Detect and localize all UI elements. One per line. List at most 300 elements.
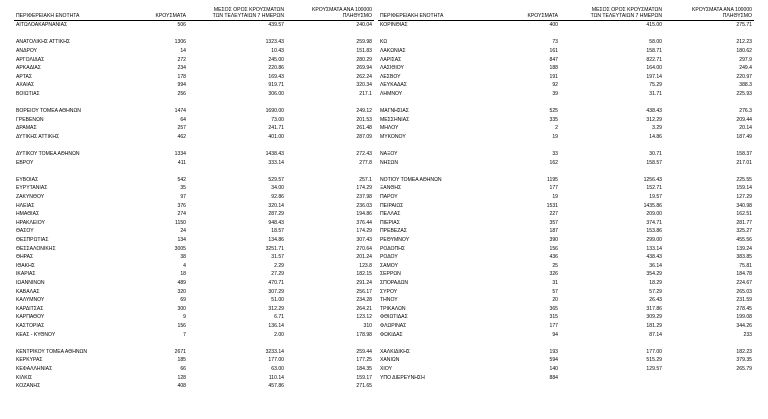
- cell-per-100000: [286, 168, 374, 177]
- cell-region: ΑΡΓΟΛΙΔΑΣ: [16, 56, 45, 63]
- cell-weekly-average: 18.57: [271, 228, 284, 235]
- cell-per-100000: 291.24: [356, 279, 372, 286]
- table-row: [14, 322, 374, 331]
- table-row: [378, 39, 754, 48]
- table-row: [378, 56, 754, 65]
- cell-region: ΑΝΑΤΟΛΙΚΗΣ ΑΤΤΙΚΗΣ: [16, 39, 71, 46]
- cell-per-100000: 262.24: [356, 73, 372, 80]
- cell-per-100000: 159.17: [356, 374, 372, 381]
- cell-region: ΒΟΙΩΤΙΑΣ: [16, 90, 40, 97]
- cell-region: [14, 168, 126, 177]
- table-row: [14, 116, 374, 125]
- table-row: [378, 176, 754, 185]
- cell-weekly-average: 209.00: [646, 211, 662, 218]
- cell-weekly-average: 18.29: [649, 279, 662, 286]
- cell-per-100000: 237.98: [356, 194, 372, 201]
- cell-per-100000: 325.27: [736, 228, 752, 235]
- cell-cases: 1195: [547, 176, 558, 183]
- table-row: [378, 82, 754, 91]
- cell-cases: 14: [180, 47, 186, 54]
- cell-per-100000: [286, 142, 374, 151]
- cell-weekly-average: 177.00: [268, 357, 284, 364]
- cell-cases: 7: [183, 331, 186, 338]
- cell-per-100000: 174.29: [356, 228, 372, 235]
- cell-per-100000: 320.34: [356, 82, 372, 89]
- cell-per-100000: 272.43: [356, 151, 372, 158]
- cell-cases: 400: [549, 22, 558, 29]
- table-row: [14, 382, 374, 391]
- cell-cases: 1474: [174, 108, 186, 115]
- cell-cases: 1531: [546, 202, 558, 209]
- table-row: [378, 133, 754, 142]
- cell-weekly-average: 438.43: [646, 254, 662, 261]
- cell-per-100000: 123.8: [359, 262, 372, 269]
- table-row: [378, 305, 754, 314]
- header-avg-line2-right: ΤΩΝ ΤΕΛΕΥΤΑΙΩΝ 7 ΗΜΕΡΩΝ: [560, 14, 664, 21]
- cell-cases: [126, 339, 188, 348]
- cell-per-100000: 233: [743, 331, 752, 338]
- cell-weekly-average: 822.71: [646, 56, 662, 63]
- cell-region: ΛΑΣΙΘΙΟΥ: [380, 65, 404, 72]
- cell-region: ΣΠΟΡΑΔΩΝ: [380, 279, 409, 286]
- cell-weekly-average: [560, 99, 664, 108]
- cell-cases: 390: [549, 237, 558, 243]
- cell-weekly-average: 529.57: [268, 176, 284, 183]
- cell-weekly-average: 287.29: [268, 211, 284, 218]
- cell-weekly-average: [560, 168, 664, 177]
- cell-weekly-average: 30.71: [649, 151, 662, 158]
- cell-weekly-average: 58.00: [649, 39, 662, 46]
- table-row: [14, 64, 374, 73]
- cell-region: ΚΟΡΙΝΘΙΑΣ: [380, 22, 408, 29]
- table-row: [378, 193, 754, 202]
- cell-per-100000: 344.26: [736, 322, 752, 329]
- table-row: [14, 159, 374, 168]
- cell-region: ΣΑΜΟΥ: [380, 262, 398, 269]
- cell-per-100000: 261.48: [356, 125, 372, 132]
- cell-region: ΛΕΥΚΑΔΑΣ: [380, 82, 407, 89]
- cell-cases: 300: [177, 305, 186, 312]
- cell-cases: 411: [177, 159, 186, 166]
- cell-cases: 19: [552, 194, 558, 201]
- header-avg-line2-left: ΤΩΝ ΤΕΛΕΥΤΑΙΩΝ 7 ΗΜΕΡΩΝ: [188, 14, 286, 21]
- cell-region: ΘΑΣΟΥ: [16, 228, 34, 235]
- cell-region: ΚΑΛΥΜΝΟΥ: [16, 297, 45, 304]
- table-row: [14, 228, 374, 237]
- cell-per-100000: [286, 99, 374, 108]
- cell-cases: 884: [549, 374, 558, 381]
- cell-per-100000: 224.67: [736, 279, 752, 286]
- cell-region: ΠΕΛΛΑΣ: [380, 211, 401, 218]
- cell-weekly-average: 36.14: [649, 262, 662, 269]
- cell-region: ΚΑΡΠΑΘΟΥ: [16, 314, 45, 321]
- cell-weekly-average: 158.71: [646, 47, 662, 54]
- cell-region: ΓΡΕΒΕΝΩΝ: [16, 116, 44, 123]
- cell-per-100000: 287.09: [356, 133, 372, 140]
- cell-per-100000: 297.9: [739, 56, 752, 63]
- cell-region: [378, 142, 498, 151]
- table-row: [14, 253, 374, 262]
- cell-cases: [498, 339, 560, 348]
- cell-weekly-average: 129.57: [646, 365, 662, 372]
- cell-cases: [498, 30, 560, 39]
- cell-region: ΒΟΡΕΙΟΥ ΤΟΜΕΑ ΑΘΗΝΩΝ: [16, 108, 81, 115]
- cell-cases: 257: [177, 125, 186, 132]
- cell-weekly-average: [188, 339, 286, 348]
- cell-cases: 542: [177, 176, 186, 183]
- cell-per-100000: 182.23: [736, 348, 752, 355]
- table-body-right: [378, 21, 754, 391]
- cell-weekly-average: 3.29: [652, 125, 662, 132]
- cell-per-100000: 257.1: [359, 176, 372, 183]
- cell-cases: 177: [549, 185, 558, 192]
- cell-cases: [126, 142, 188, 151]
- cell-cases: 256: [177, 90, 186, 97]
- cell-per-100000: 271.65: [356, 383, 372, 390]
- table-row: [14, 82, 374, 91]
- cell-region: ΙΩΑΝΝΙΝΩΝ: [16, 279, 45, 286]
- cell-weekly-average: [188, 30, 286, 39]
- cell-per-100000: 280.29: [356, 56, 372, 63]
- cell-cases: 1150: [175, 219, 186, 226]
- table-row: [14, 185, 374, 194]
- cell-cases: 326: [549, 271, 558, 278]
- cell-region: ΚΕΦΑΛΛΗΝΙΑΣ: [16, 365, 53, 372]
- table-row: [378, 125, 754, 134]
- cell-weekly-average: 241.71: [268, 125, 284, 132]
- cell-per-100000: 249.12: [356, 108, 372, 115]
- cell-weekly-average: 19.57: [649, 194, 662, 201]
- cell-region: ΡΕΘΥΜΝΟΥ: [380, 237, 410, 243]
- table-row: [378, 245, 754, 254]
- cell-cases: 97: [180, 194, 186, 201]
- table-row: [378, 357, 754, 366]
- table-row: [14, 202, 374, 211]
- header-per-line2-right: ΠΛΗΘΥΣΜΟ: [664, 14, 754, 21]
- cell-region: ΠΑΡΟΥ: [380, 194, 398, 201]
- table-row: [378, 228, 754, 237]
- cell-cases: 156: [177, 322, 186, 329]
- cell-per-100000: [664, 99, 754, 108]
- cell-weekly-average: 31.57: [271, 254, 284, 261]
- cell-cases: 178: [177, 73, 186, 80]
- header-region-right: ΠΕΡΙΦΕΡΕΙΑΚΗ ΕΝΟΤΗΤΑ: [378, 14, 498, 21]
- table-row: [378, 219, 754, 228]
- table-row: [14, 331, 374, 340]
- cell-weekly-average: 317.86: [646, 305, 662, 312]
- cell-cases: 847: [549, 56, 558, 63]
- cell-cases: 272: [177, 56, 186, 63]
- cell-weekly-average: [560, 30, 664, 39]
- cell-region: [14, 99, 126, 108]
- header-avg-line1-left: ΜΕΣΟΣ ΟΡΟΣ ΚΡΟΥΣΜΑΤΩΝ: [213, 7, 284, 13]
- cell-cases: 24: [180, 228, 186, 235]
- cell-cases: 33: [552, 151, 558, 158]
- table-row: [378, 322, 754, 331]
- table-row: [14, 56, 374, 65]
- cell-cases: 357: [549, 219, 558, 226]
- table-row: [14, 90, 374, 99]
- cell-region: ΕΒΡΟΥ: [16, 159, 34, 166]
- cell-region: ΠΙΕΡΙΑΣ: [380, 219, 400, 226]
- cell-per-100000: 212.23: [736, 39, 752, 46]
- cell-region: ΛΗΜΝΟΥ: [380, 90, 403, 97]
- cell-weekly-average: 515.29: [646, 357, 662, 364]
- cell-region: ΣΕΡΡΩΝ: [380, 271, 401, 278]
- cell-region: ΚΑΣΤΟΡΙΑΣ: [16, 322, 45, 329]
- cell-per-100000: 225.93: [736, 90, 752, 97]
- cell-region: ΝΑΞΟΥ: [380, 151, 398, 158]
- cell-weekly-average: 164.00: [646, 65, 662, 72]
- cell-cases: 376: [177, 202, 186, 209]
- table-row: [14, 150, 374, 159]
- cell-per-100000: 184.78: [736, 271, 752, 278]
- cell-cases: 39: [552, 90, 558, 97]
- table-row: [14, 125, 374, 134]
- cell-per-100000: 236.03: [356, 202, 372, 209]
- cell-region: ΚΩ: [380, 39, 388, 46]
- cell-region: ΚΙΛΚΙΣ: [16, 374, 33, 381]
- table-row: [14, 262, 374, 271]
- table-row: [378, 279, 754, 288]
- table-row: [14, 176, 374, 185]
- cell-cases: 315: [549, 314, 558, 321]
- cell-weekly-average: 470.71: [268, 279, 284, 286]
- cell-weekly-average: 73.00: [271, 116, 284, 123]
- table-body-left: [14, 21, 374, 391]
- cell-weekly-average: [560, 374, 664, 383]
- cell-weekly-average: 158.57: [646, 159, 662, 166]
- cell-weekly-average: 245.00: [268, 56, 284, 63]
- table-row-spacer: [14, 142, 374, 151]
- cell-per-100000: 234.28: [356, 297, 372, 304]
- cell-per-100000: 217.1: [359, 90, 372, 97]
- table-row: [378, 73, 754, 82]
- table-row: [14, 348, 374, 357]
- cell-cases: 489: [177, 279, 186, 286]
- cell-cases: [498, 168, 560, 177]
- header-per-line1-right: ΚΡΟΥΣΜΑΤΑ ΑΝΑ 100000: [692, 7, 752, 13]
- cell-cases: 188: [549, 65, 558, 72]
- cell-per-100000: 256.17: [356, 288, 372, 295]
- cell-per-100000: 209.44: [736, 116, 752, 123]
- cell-region: ΚΕΡΚΥΡΑΣ: [16, 357, 43, 364]
- cell-weekly-average: 14.86: [649, 133, 662, 140]
- header-region-left: ΠΕΡΙΦΕΡΕΙΑΚΗ ΕΝΟΤΗΤΑ: [14, 14, 126, 21]
- cell-region: ΜΕΣΣΗΝΙΑΣ: [380, 116, 410, 123]
- cell-per-100000: 159.14: [736, 185, 752, 192]
- cell-cases: 1306: [174, 39, 186, 46]
- cell-weekly-average: 307.29: [268, 288, 284, 295]
- cell-weekly-average: 169.43: [268, 73, 284, 80]
- cell-per-100000: [664, 142, 754, 151]
- table-row: [14, 279, 374, 288]
- cell-per-100000: 310: [363, 322, 372, 329]
- cell-cases: 69: [180, 297, 186, 304]
- table-row: [378, 47, 754, 56]
- cell-per-100000: 379.35: [736, 357, 752, 364]
- cell-cases: 140: [549, 365, 558, 372]
- cell-cases: 335: [549, 116, 558, 123]
- cell-region: ΔΡΑΜΑΣ: [16, 125, 37, 132]
- cell-cases: 177: [549, 322, 558, 329]
- cell-region: ΘΕΣΠΡΩΤΙΑΣ: [16, 237, 49, 243]
- cell-per-100000: 264.21: [356, 305, 372, 312]
- cell-per-100000: 265.03: [736, 288, 752, 295]
- cell-per-100000: 259.44: [356, 348, 372, 355]
- cell-cases: 462: [177, 133, 186, 140]
- cell-weekly-average: 220.86: [268, 65, 284, 72]
- cell-weekly-average: 354.29: [646, 271, 662, 278]
- table-row-spacer: [378, 30, 754, 39]
- cell-cases: 408: [177, 383, 186, 390]
- table-row-spacer: [14, 168, 374, 177]
- cell-cases: 156: [549, 245, 558, 252]
- cell-per-100000: 269.94: [356, 65, 372, 72]
- cell-per-100000: 201.24: [356, 254, 372, 261]
- table-row: [378, 64, 754, 73]
- cell-region: ΕΥΡΥΤΑΝΙΑΣ: [16, 185, 48, 192]
- cell-per-100000: 162.51: [736, 211, 752, 218]
- table-row: [378, 262, 754, 271]
- cell-per-100000: 276.3: [739, 108, 752, 115]
- cell-per-100000: 455.56: [736, 237, 752, 243]
- cell-weekly-average: 63.00: [271, 365, 284, 372]
- table-row-spacer: [378, 99, 754, 108]
- cell-weekly-average: 333.14: [268, 159, 284, 166]
- cell-region: ΗΛΕΙΑΣ: [16, 202, 35, 209]
- cell-cases: 9: [183, 314, 186, 321]
- cell-per-100000: 158.37: [736, 151, 752, 158]
- cell-region: ΜΗΛΟΥ: [380, 125, 399, 132]
- cell-per-100000: 139.24: [736, 245, 752, 252]
- cell-weekly-average: [188, 99, 286, 108]
- table-row: [14, 374, 374, 383]
- table-row: [378, 374, 754, 383]
- cell-region: ΑΡΚΑΔΙΑΣ: [16, 65, 41, 72]
- cell-weekly-average: 312.29: [268, 305, 284, 312]
- table-row-spacer: [14, 339, 374, 348]
- cell-per-100000: [664, 30, 754, 39]
- cell-weekly-average: 133.14: [646, 245, 662, 252]
- cell-region: ΥΠΟ ΔΙΕΡΕΥΝΗΣΗ: [380, 374, 425, 381]
- table-row: [378, 210, 754, 219]
- cell-per-100000: 151.83: [356, 47, 372, 54]
- cell-cases: 191: [549, 73, 558, 80]
- cell-region: ΡΟΔΟΥ: [380, 254, 398, 261]
- cell-cases: 234: [177, 65, 186, 72]
- cell-cases: 2671: [174, 348, 186, 355]
- cell-weekly-average: [560, 142, 664, 151]
- table-row: [378, 348, 754, 357]
- cell-per-100000: 265.79: [736, 365, 752, 372]
- cell-weekly-average: 51.00: [271, 297, 284, 304]
- table-row: [378, 150, 754, 159]
- cell-region: ΚΟΖΑΝΗΣ: [16, 383, 41, 390]
- table-row: [14, 357, 374, 366]
- table-row: [14, 47, 374, 56]
- cell-cases: [498, 99, 560, 108]
- cell-cases: [126, 30, 188, 39]
- cell-weekly-average: 34.00: [271, 185, 284, 192]
- cell-cases: 38: [180, 254, 186, 261]
- cell-region: ΑΝΔΡΟΥ: [16, 47, 38, 54]
- cell-per-100000: 277.8: [359, 159, 372, 166]
- cell-weekly-average: 312.29: [646, 116, 662, 123]
- table-row: [14, 107, 374, 116]
- cell-cases: 134: [177, 237, 186, 243]
- cell-cases: 18: [180, 271, 186, 278]
- table-row: [14, 73, 374, 82]
- table-header-right: [378, 8, 754, 21]
- cell-per-100000: [286, 339, 374, 348]
- table-row: [378, 271, 754, 280]
- cell-weekly-average: 110.14: [268, 374, 284, 381]
- cell-region: ΦΩΚΙΔΑΣ: [380, 331, 403, 338]
- cell-region: ΡΟΔΟΠΗΣ: [380, 245, 406, 252]
- cell-region: ΘΕΣΣΑΛΟΝΙΚΗΣ: [16, 245, 56, 252]
- cell-cases: 128: [177, 374, 186, 381]
- cell-region: ΙΚΑΡΙΑΣ: [16, 271, 36, 278]
- table-row: [14, 193, 374, 202]
- cell-weekly-average: [560, 339, 664, 348]
- cell-region: ΠΕΙΡΑΙΩΣ: [380, 202, 404, 209]
- cell-per-100000: 201.53: [356, 116, 372, 123]
- header-per-line2-left: ΠΛΗΘΥΣΜΟ: [286, 14, 374, 21]
- table-row: [378, 202, 754, 211]
- table-row: [378, 185, 754, 194]
- cell-cases: [498, 382, 560, 391]
- table-row: [14, 314, 374, 323]
- cell-cases: 161: [549, 47, 558, 54]
- cell-weekly-average: 10.43: [271, 47, 284, 54]
- header-votes-right: ΚΡΟΥΣΜΑΤΑ: [498, 14, 560, 21]
- cell-weekly-average: 1690.00: [265, 108, 284, 115]
- cell-weekly-average: 1438.43: [265, 151, 284, 158]
- cell-per-100000: 231.59: [736, 297, 752, 304]
- table-row-spacer: [14, 99, 374, 108]
- cell-per-100000: 376.44: [356, 219, 372, 226]
- cell-cases: 57: [552, 288, 558, 295]
- cell-weekly-average: 177.00: [646, 348, 662, 355]
- cell-per-100000: 184.35: [356, 365, 372, 372]
- cell-per-100000: 194.86: [356, 211, 372, 218]
- cell-weekly-average: 57.29: [649, 288, 662, 295]
- cases-table-left: [14, 8, 374, 391]
- cell-region: ΖΑΚΥΝΘΟΥ: [16, 194, 45, 201]
- cell-cases: 594: [549, 357, 558, 364]
- cell-cases: 35: [180, 185, 186, 192]
- cell-per-100000: 199.08: [736, 314, 752, 321]
- table-row-spacer: [378, 142, 754, 151]
- cell-per-100000: [286, 30, 374, 39]
- table-row: [378, 21, 754, 30]
- cases-table-right: [378, 8, 754, 391]
- cell-weekly-average: 306.00: [268, 90, 284, 97]
- cell-weekly-average: 320.14: [268, 202, 284, 209]
- table-row: [14, 365, 374, 374]
- cell-region: ΝΗΣΩΝ: [380, 159, 398, 166]
- cell-region: ΜΥΚΟΝΟΥ: [380, 133, 406, 140]
- cell-cases: 365: [549, 305, 558, 312]
- cell-region: ΧΙΟΥ: [380, 365, 393, 372]
- table-row: [378, 90, 754, 99]
- cell-per-100000: 182.15: [356, 271, 372, 278]
- cell-weekly-average: 136.14: [268, 322, 284, 329]
- table-row-spacer: [14, 30, 374, 39]
- cell-cases: 25: [552, 262, 558, 269]
- cell-region: ΕΥΒΟΙΑΣ: [16, 176, 39, 183]
